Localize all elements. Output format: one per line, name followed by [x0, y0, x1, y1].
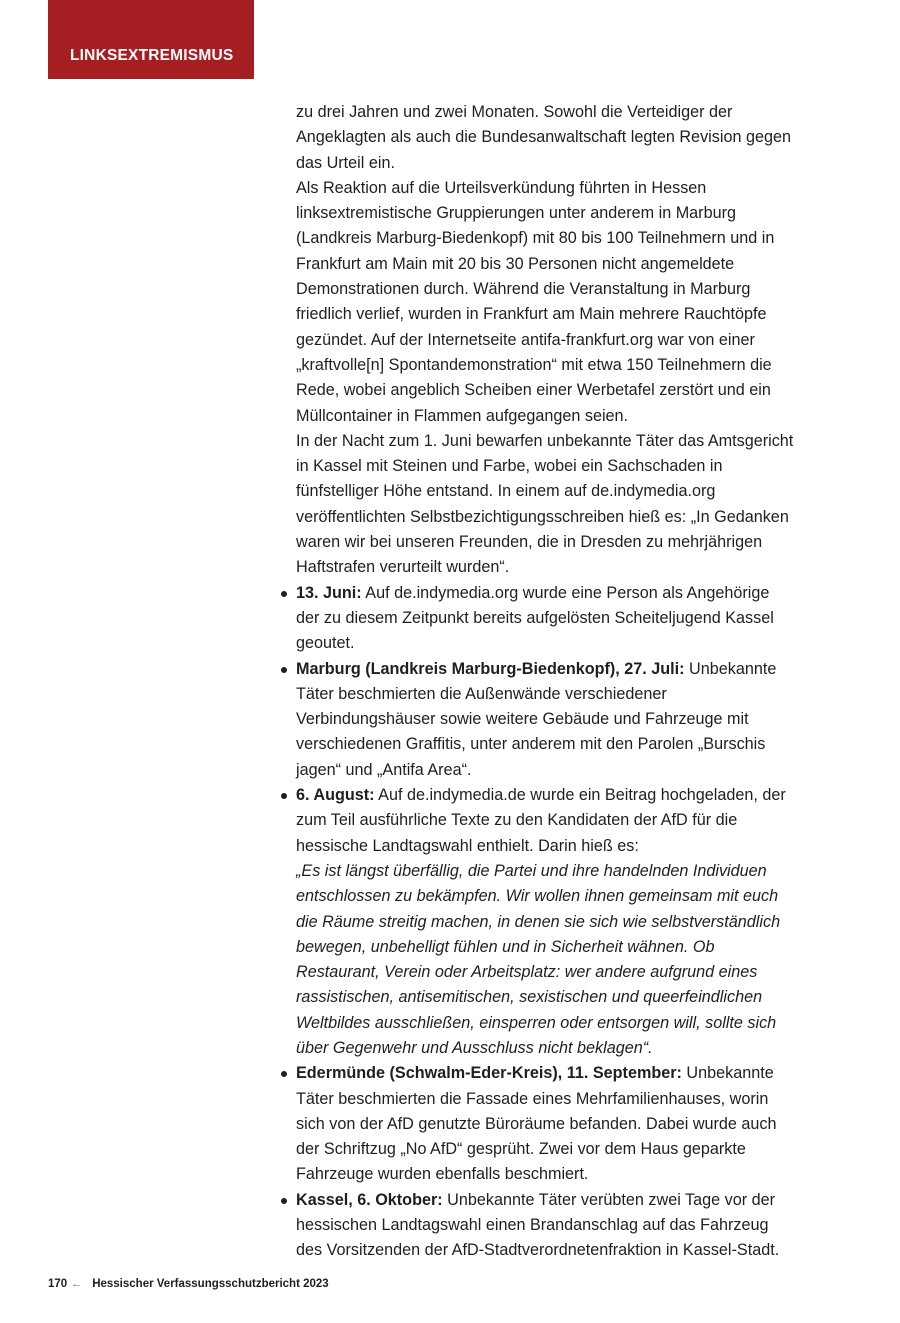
- item-text: Auf de.indymedia.org wurde eine Person als Angehörige der zu diesem Zeitpunkt bereits aufgelösten Scheiteljugend Kassel geoutet.: [296, 583, 774, 653]
- list-item: [296, 581, 796, 657]
- item-text: Unbekannte Täter verübten zwei Tage vor der hessischen Landtagswahl einen Brandanschlag auf das Fahrzeug des Vorsitzenden der AfD-Stadtverordnetenfraktion in Kassel-Stadt.: [296, 1190, 780, 1260]
- page-footer: [48, 1278, 329, 1290]
- item-lead: Kassel, 6. Oktober:: [296, 1190, 443, 1209]
- section-label-tab: [48, 0, 254, 79]
- page-number: 170: [48, 1278, 68, 1290]
- bullet-icon: [281, 591, 287, 597]
- item-lead: 13. Juni:: [296, 583, 362, 602]
- main-content: [296, 100, 796, 1264]
- bullet-icon: [281, 793, 287, 799]
- list-item: [296, 1061, 796, 1187]
- list-item: [296, 1188, 796, 1264]
- paragraph: zu drei Jahren und zwei Monaten. Sowohl die Verteidiger der Angeklagten als auch die Bundesanwaltschaft legten Revision gegen das Urteil ein.: [296, 103, 791, 172]
- item-text: Unbekannte Täter beschmierten die Fassade eines Mehrfamilienhauses, worin sich von der AfD genutzte Büroräume befanden. Dabei wurde auch der Schriftzug „No AfD“ gesprüht. Zwei vor dem Haus geparkte Fahrzeuge wurden ebenfalls beschmiert.: [296, 1064, 777, 1184]
- arrow-left-icon: ←: [71, 1278, 83, 1290]
- report-title: Hessischer Verfassungsschutzbericht 2023: [92, 1278, 329, 1290]
- bullet-icon: [281, 667, 287, 673]
- list-item: [296, 657, 796, 783]
- section-label: LINKSEXTREMISMUS: [70, 47, 234, 64]
- item-text: Unbekannte Täter beschmierten die Außenwände verschiedener Verbindungshäuser sowie weitere Gebäude und Fahrzeuge mit verschiedenen Graffitis, unter anderem mit den Parolen „Burschis jagen“ und „Antifa Area“.: [296, 659, 777, 779]
- item-text: Auf de.indymedia.de wurde ein Beitrag hochgeladen, der zum Teil ausführliche Texte zu den Kandidaten der AfD für die hessische Landtagswahl enthielt. Darin hieß es:: [296, 786, 786, 855]
- bullet-icon: [281, 1198, 287, 1204]
- paragraph: Als Reaktion auf die Urteilsverkündung führten in Hessen linksextremistische Gruppierungen unter anderem in Marburg (Landkreis Marburg-Biedenkopf) mit 80 bis 100 Teilnehmern und in Frankfurt am Main mit 20 bis 30 Personen nicht angemeldete Demonstrationen durch. Während die Veranstaltung in Marburg friedlich verlief, wurden in Frankfurt am Main mehrere Rauchtöpfe gezündet. Auf der Internetseite antifa-frankfurt.org war von einer „kraftvolle[n] Spontandemonstration“ mit etwa 150 Teilnehmern die Rede, wobei angeblich Scheiben einer Werbetafel zerstört und ein Müllcontainer in Flammen aufgegangen seien.: [296, 178, 775, 425]
- list-item: [296, 783, 796, 1061]
- quote-text: „Es ist längst überfällig, die Partei und ihre handelnden Individuen entschlossen zu bekämpfen. Wir wollen ihnen gemeinsam mit euch die Räume streitig machen, in denen sie sich wie selbstverständlich bewegen, unbehelligt fühlen und in Sicherheit wähnen. Ob Restaurant, Verein oder Arbeitsplatz: wer andere aufgrund eines rassistischen, antisemitischen, sexistischen und queerfeindlichen Weltbildes ausschließen, einsperren oder entsorgen will, sollte sich über Gegenwehr und Ausschluss nicht beklagen“.: [296, 861, 781, 1057]
- bullet-icon: [281, 1071, 287, 1077]
- item-lead: 6. August:: [296, 786, 375, 805]
- item-lead: Edermünde (Schwalm-Eder-Kreis), 11. September:: [296, 1064, 682, 1083]
- item-lead: Marburg (Landkreis Marburg-Biedenkopf), 27. Juli:: [296, 659, 685, 678]
- paragraph: In der Nacht zum 1. Juni bewarfen unbekannte Täter das Amtsgericht in Kassel mit Steinen und Farbe, wobei ein Sachschaden in fünfstelliger Höhe entstand. In einem auf de.indymedia.org veröffentlichten Selbstbezichtigungsschreiben hieß es: „In Gedanken waren wir bei unseren Freunden, die in Dresden zu mehrjährigen Haftstrafen verurteilt wurden“.: [296, 431, 794, 577]
